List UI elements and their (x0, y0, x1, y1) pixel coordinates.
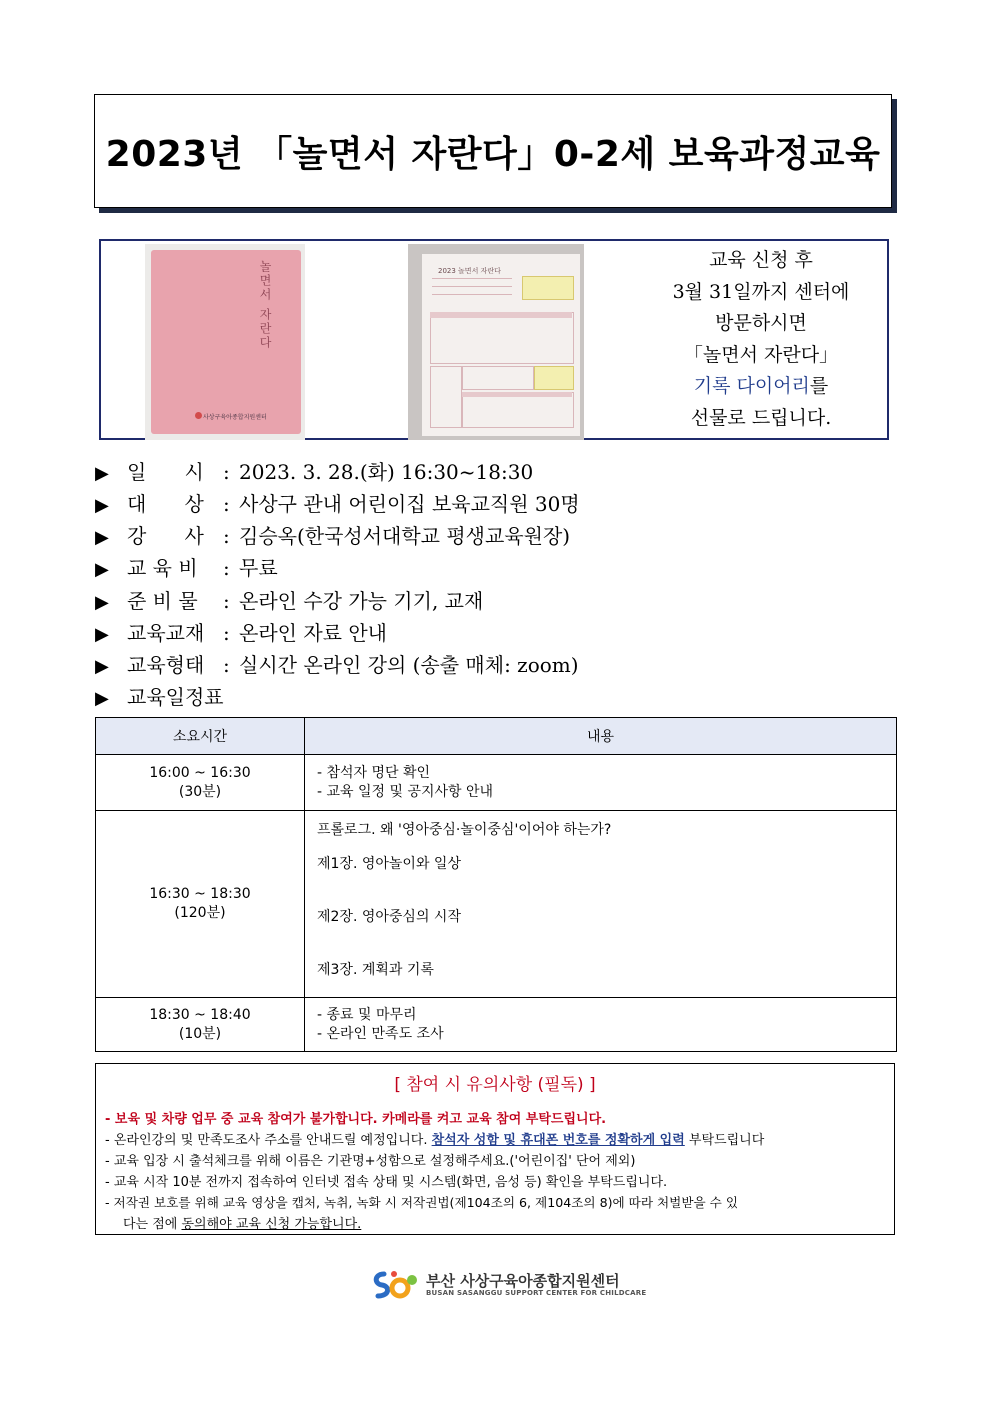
arrow-icon: ▶ (95, 527, 109, 548)
arrow-icon: ▶ (95, 495, 109, 516)
notice-line-5: - 저작권 보호를 위해 교육 영상을 캡처, 녹취, 녹화 시 저작권법(제104조의 6, 제104조의 8)에 따라 처벌받을 수 있 (105, 1195, 738, 1210)
notice-line-4: - 교육 시작 10분 전까지 접속하여 인터넷 접속 상태 및 시스템(화면, 음성 등) 확인을 부탁드립니다. (105, 1175, 668, 1190)
arrow-icon: ▶ (95, 656, 109, 677)
table-row: 18:30 ~ 18:40 (10분) - 종료 및 마무리 - 온라인 만족도 조사 (96, 998, 897, 1052)
notice-line-1: - 보육 및 차량 업무 중 교육 참여가 불가합니다. 카메라를 켜고 교육 참여 부탁드립니다. (105, 1112, 607, 1127)
table-row: 16:00 ~ 16:30 (30분) - 참석자 명단 확인 - 교육 일정 및 공지사항 안내 (96, 755, 897, 811)
promo-line-4: 「놀면서 자란다」 (683, 343, 839, 366)
arrow-icon: ▶ (95, 559, 109, 580)
arrow-icon: ▶ (95, 592, 109, 613)
notice-line-2: - 온라인강의 및 만족도조사 주소를 안내드릴 예정입니다. 참석자 성함 및 휴대폰 번호를 정확하게 입력 부탁드립니다 (105, 1133, 765, 1148)
arrow-icon: ▶ (95, 688, 109, 709)
arrow-icon: ▶ (95, 624, 109, 645)
diary-publisher: 사상구육아종합지원센터 (203, 414, 267, 421)
footer-logo (370, 1268, 647, 1304)
promo-text (641, 245, 881, 434)
promo-line-3: 방문하시면 (715, 312, 807, 334)
title-box (94, 94, 892, 208)
page-title: 2023년 「놀면서 자란다」0-2세 보육과정교육 (105, 133, 881, 175)
arrow-icon: ▶ (95, 463, 109, 484)
notice-line-3: - 교육 입장 시 출석체크를 위해 이름은 기관명+성함으로 설정해주세요.('어린이집' 단어 제외) (105, 1154, 636, 1169)
diary-page-header: 2023 놀면서 자란다 (438, 267, 501, 275)
table-row: 16:30 ~ 18:30 (120분) 프롤로그. 왜 '영아중심·놀이중심'이어야 하는가? 제1장. 영아놀이와 일상 제2장. 영아중심의 시작 제3장. 계획과 기록 (96, 811, 897, 998)
table-header-row (96, 718, 897, 755)
promo-gift-name: 기록 다이어리 (693, 375, 810, 397)
info-date: ▶ 일 시 : 2023. 3. 28.(화) 16:30~18:30 (95, 460, 534, 484)
info-textbook: ▶ 교육교재 : 온라인 자료 안내 (95, 621, 387, 645)
info-fee: ▶ 교 육 비 : 무료 (95, 556, 278, 580)
schedule-table (95, 717, 897, 1052)
info-lecturer: ▶ 강 사 : 김승옥(한국성서대학교 평생교육원장) (95, 524, 571, 548)
info-format: ▶ 교육형태 : 실시간 온라인 강의 (송출 매체: zoom) (95, 653, 579, 677)
promo-line-5: 기록 다이어리를 (693, 375, 829, 397)
promo-line-6: 선물로 드립니다. (690, 406, 832, 429)
diary-page-photo (408, 244, 584, 440)
info-materials: ▶ 준 비 물 : 온라인 수강 가능 기기, 교재 (95, 589, 484, 613)
promo-line-2: 3월 31일까지 센터에 (672, 280, 850, 303)
publisher-logo-icon (195, 412, 202, 419)
notice-title: [ 참여 시 유의사항 (필독) ] (394, 1075, 596, 1095)
center-logo-icon (370, 1268, 422, 1302)
promo-line-1: 교육 신청 후 (709, 249, 813, 271)
diary-cover-photo (145, 244, 305, 440)
footer-org-name-en: BUSAN SASANGGU SUPPORT CENTER FOR CHILDCARE (426, 1289, 647, 1297)
header-content: 내용 (305, 718, 897, 755)
header-duration: 소요시간 (96, 718, 305, 755)
notice-line-6: 다는 점에 동의해야 교육 신청 가능합니다. (123, 1217, 362, 1232)
footer-org-name: 부산 사상구육아종합지원센터 (426, 1272, 620, 1290)
diary-cover-title: 놀면서 자란다 (258, 260, 272, 350)
notice-box (95, 1063, 895, 1235)
info-schedule-heading: ▶ 교육일정표 (95, 685, 224, 709)
promo-box (99, 239, 889, 440)
info-target: ▶ 대 상 : 사상구 관내 어린이집 보육교직원 30명 (95, 492, 580, 516)
